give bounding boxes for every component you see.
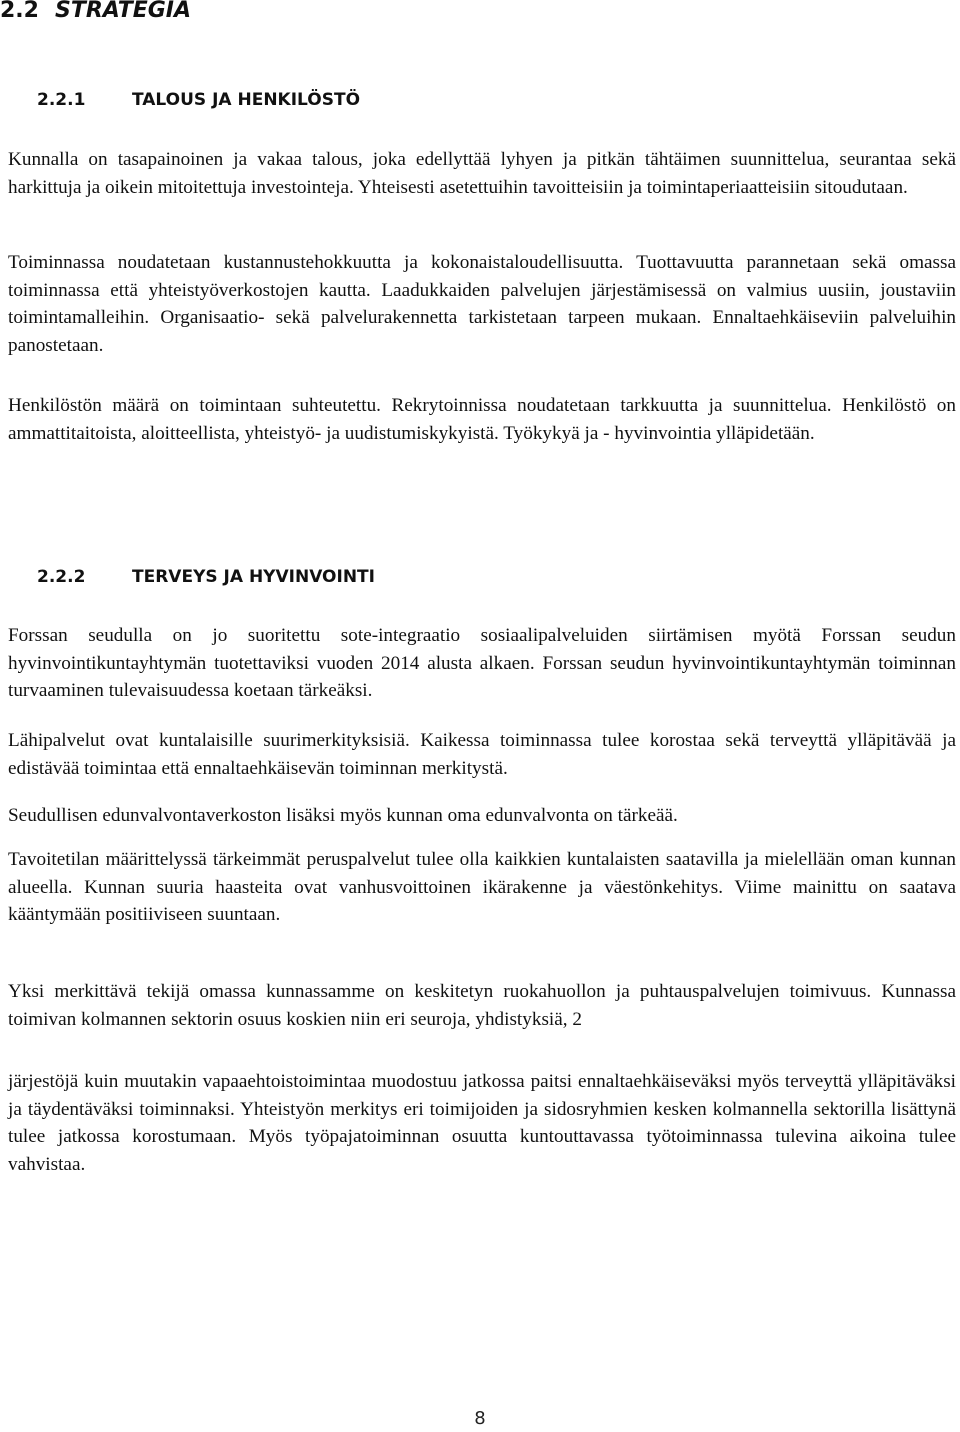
page-number: 8 <box>474 1408 486 1429</box>
paragraph: Yksi merkittävä tekijä omassa kunnassamme on keskitetyn ruokahuollon ja puhtauspalvelujen toimivuus. Kunnassa toimivan kolmannen sektorin osuus koskien niin eri seuroja, yhdistyksiä, 2 <box>8 981 956 1030</box>
subsection-heading-terveys <box>37 567 375 587</box>
paragraph: Henkilöstön määrä on toimintaan suhteutettu. Rekrytoinnissa noudatetaan tarkkuutta ja suunnittelua. Henkilöstö on ammattitaitoista, aloitteellista, yhteistyö- ja uudistumiskykyistä. Työkykyä ja - hyvinvointia ylläpidetään. <box>8 395 956 444</box>
paragraph: Lähipalvelut ovat kuntalaisille suurimerkityksisiä. Kaikessa toiminnassa tulee korostaa sekä terveyttä ylläpitävää ja edistävää toimintaa että ennaltaehkäisevän toiminnan merkitystä. <box>8 730 956 779</box>
paragraph: Tavoitetilan määrittelyssä tärkeimmät peruspalvelut tulee olla kaikkien kuntalaisten saatavilla ja mielellään oman kunnan alueella. Kunnan suuria haasteita ovat vanhusvoittoinen ikärakenne ja väestönkehitys. Viime mainittu on saatava kääntymään positiiviseen suuntaan. <box>8 849 956 925</box>
section-title: STRATEGIA <box>55 0 192 23</box>
section-number: 2.2 <box>0 0 39 23</box>
paragraph: Seudullisen edunvalvontaverkoston lisäksi myös kunnan oma edunvalvonta on tärkeää. <box>8 805 678 826</box>
paragraph: Forssan seudulla on jo suoritettu sote-integraatio sosiaalipalveluiden siirtämisen myötä Forssan seudun hyvinvointikuntayhtymän tuotettaviksi vuoden 2014 alusta alkaen. Forssan seudun hyvinvointikuntayhtymän toiminnan turvaaminen tulevaisuudessa koetaan tärkeäksi. <box>8 625 956 701</box>
subsection-heading-talous <box>37 90 360 110</box>
paragraph: Toiminnassa noudatetaan kustannustehokkuutta ja kokonaistaloudellisuutta. Tuottavuutta parannetaan sekä omassa toiminnassa että yhteistyöverkostojen kautta. Laadukkaiden palvelujen järjestämisessä on valmius uusiin, joustaviin toimintamalleihin. Organisaatio- sekä palvelurakennetta tarkistetaan tarpeen mukaan. Ennaltaehkäiseviin palveluihin panostetaan. <box>8 252 956 356</box>
paragraph: järjestöjä kuin muutakin vapaaehtoistoimintaa muodostuu jatkossa paitsi ennaltaehkäiseväksi myös terveyttä ylläpitäväksi ja täydentäväksi toiminnaksi. Yhteistyön merkitys eri toimijoiden ja sidosryhmien kesken kolmannella sektorilla lisättynä tulee jatkossa korostumaan. Myös työpajatoiminnan osuutta kuntouttavassa työtoiminnassa tulevina aikoina tulee vahvistaa. <box>8 1071 956 1175</box>
paragraph: Kunnalla on tasapainoinen ja vakaa talous, joka edellyttää lyhyen ja pitkän tähtäimen suunnittelua, seurantaa sekä harkittuja ja oikein mitoitettuja investointeja. Yhteisesti asetettuihin tavoitteisiin ja toimintaperiaatteisiin sitoudutaan. <box>8 149 956 198</box>
subsection-title: TERVEYS JA HYVINVOINTI <box>132 567 375 587</box>
subsection-number: 2.2.1 <box>37 90 86 110</box>
subsection-title: TALOUS JA HENKILÖSTÖ <box>132 90 361 110</box>
section-heading <box>0 0 191 23</box>
subsection-number: 2.2.2 <box>37 567 86 587</box>
